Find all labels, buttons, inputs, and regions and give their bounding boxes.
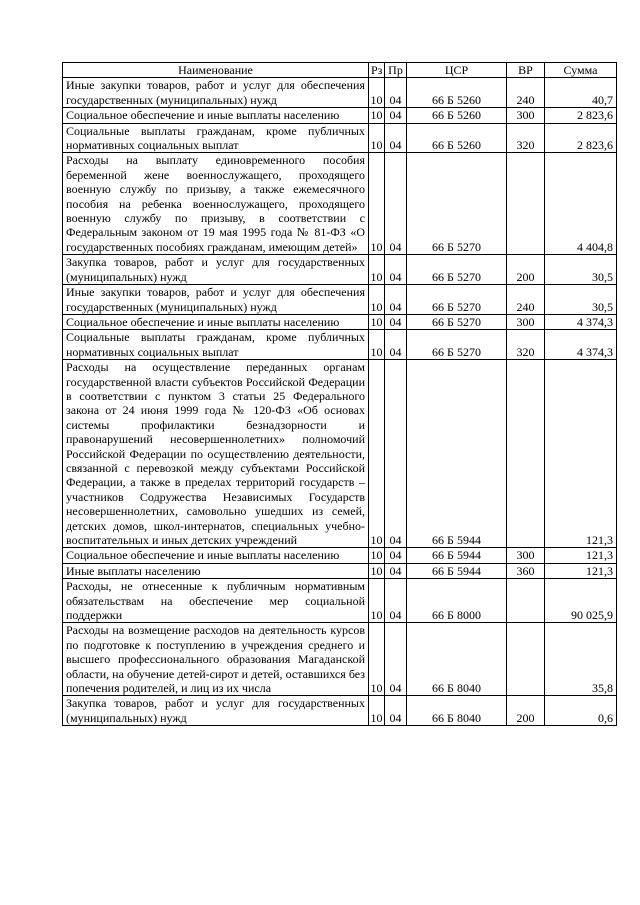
row-sum: 90 025,9 bbox=[545, 579, 617, 623]
row-sum: 35,8 bbox=[545, 623, 617, 696]
row-name: Расходы на осуществление переданных органам государственной власти субъектов Российской Федерации в соответствии с пунктом 3 статьи 25 Федерального закона от 24 июня 1999 года № 120-ФЗ «Об основах системы профилактики безнадзорности и правонарушений несовершеннолетних» полномочий Российской Федерации по осуществлению деятельности, связанной с перевозкой между субъектами Российской Федерации, а также в пределах территорий государств – участников Содружества Независимых Государств несовершеннолетних, самовольно ушедших из семей, детских домов, школ-интернатов, специальных учебно-воспитательных и иных детских учреждений bbox=[63, 360, 369, 548]
row-name: Социальное обеспечение и иные выплаты населению bbox=[63, 314, 369, 329]
row-pr: 04 bbox=[385, 548, 407, 563]
table-row bbox=[63, 78, 617, 108]
header-name: Наименование bbox=[63, 63, 369, 78]
row-csr: 66 Б 5944 bbox=[407, 563, 507, 578]
row-vr bbox=[507, 360, 545, 548]
row-pr: 04 bbox=[385, 696, 407, 726]
budget-document bbox=[62, 62, 616, 726]
row-sum: 4 404,8 bbox=[545, 153, 617, 255]
row-pr: 04 bbox=[385, 123, 407, 153]
row-csr: 66 Б 5270 bbox=[407, 285, 507, 315]
row-sum: 30,5 bbox=[545, 285, 617, 315]
row-vr: 240 bbox=[507, 285, 545, 315]
table-row bbox=[63, 360, 617, 548]
row-rz: 10 bbox=[370, 108, 383, 123]
row-vr: 320 bbox=[507, 330, 545, 360]
row-rz: 10 bbox=[369, 623, 385, 696]
row-csr: 66 Б 5270 bbox=[407, 314, 507, 329]
row-csr: 66 Б 5260 bbox=[407, 123, 507, 153]
row-csr: 66 Б 5260 bbox=[407, 108, 507, 123]
row-vr: 300 bbox=[507, 108, 545, 123]
row-name: Социальное обеспечение и иные выплаты населению bbox=[63, 548, 369, 563]
row-csr: 66 Б 8000 bbox=[407, 579, 507, 623]
table-row bbox=[63, 330, 617, 360]
row-pr: 04 bbox=[385, 623, 407, 696]
row-pr: 04 bbox=[385, 153, 407, 255]
row-vr: 200 bbox=[507, 255, 545, 285]
budget-table bbox=[62, 62, 617, 726]
row-name: Социальные выплаты гражданам, кроме публичных нормативных социальных выплат bbox=[63, 330, 369, 360]
row-csr: 66 Б 5944 bbox=[407, 360, 507, 548]
table-row bbox=[63, 108, 617, 123]
row-sum: 0,6 bbox=[545, 696, 617, 726]
row-pr: 04 bbox=[385, 78, 407, 108]
table-row bbox=[63, 153, 617, 255]
row-sum: 4 374,3 bbox=[545, 330, 617, 360]
row-rz: 10 bbox=[370, 314, 383, 329]
row-name: Расходы на возмещение расходов на деятельность курсов по подготовке к поступлению в учреждения среднего и высшего профессионального образования Магаданской области, на обучение детей-сирот и детей, оставшихся без попечения родителей, и лиц из их числа bbox=[63, 623, 369, 696]
row-sum: 121,3 bbox=[545, 360, 617, 548]
row-rz: 10 bbox=[369, 330, 385, 360]
row-pr: 04 bbox=[385, 108, 407, 123]
table-row bbox=[63, 579, 617, 623]
table-row bbox=[63, 563, 617, 578]
header-csr: ЦСР bbox=[407, 63, 507, 78]
row-pr: 04 bbox=[385, 563, 407, 578]
header-vr: ВР bbox=[507, 63, 545, 78]
row-rz: 10 bbox=[370, 563, 383, 578]
row-vr: 320 bbox=[507, 123, 545, 153]
row-vr: 300 bbox=[507, 314, 545, 329]
row-pr: 04 bbox=[385, 579, 407, 623]
row-pr: 04 bbox=[385, 330, 407, 360]
row-csr: 66 Б 5270 bbox=[407, 153, 507, 255]
row-vr bbox=[507, 153, 545, 255]
table-row bbox=[63, 123, 617, 153]
row-rz: 10 bbox=[370, 548, 383, 563]
row-name: Социальное обеспечение и иные выплаты населению bbox=[63, 108, 369, 123]
row-vr bbox=[507, 579, 545, 623]
row-vr: 300 bbox=[507, 548, 545, 563]
row-rz: 10 bbox=[369, 78, 385, 108]
header-row bbox=[63, 63, 617, 78]
header-rz: Рз bbox=[369, 63, 385, 78]
table-row bbox=[63, 255, 617, 285]
row-name: Расходы на выплату единовременного пособия беременной жене военнослужащего, проходящего военную службу по призыву, а также ежемесячного пособия на ребенка военнослужащего, проходящего военную службу по призыву, в соответствии с Федеральным законом от 19 мая 1995 года № 81-ФЗ «О государственных пособиях гражданам, имеющим детей» bbox=[63, 153, 369, 255]
row-csr: 66 Б 8040 bbox=[407, 696, 507, 726]
row-pr: 04 bbox=[385, 314, 407, 329]
row-name: Иные выплаты населению bbox=[63, 563, 369, 578]
row-rz: 10 bbox=[369, 285, 385, 315]
row-vr: 360 bbox=[507, 563, 545, 578]
row-pr: 04 bbox=[385, 255, 407, 285]
row-rz: 10 bbox=[369, 123, 385, 153]
row-sum: 2 823,6 bbox=[545, 123, 617, 153]
row-rz: 10 bbox=[369, 696, 385, 726]
row-name: Иные закупки товаров, работ и услуг для обеспечения государственных (муниципальных) нужд bbox=[63, 285, 369, 315]
row-csr: 66 Б 5270 bbox=[407, 330, 507, 360]
header-sum: Сумма bbox=[545, 63, 617, 78]
row-csr: 66 Б 5944 bbox=[407, 548, 507, 563]
row-sum: 30,5 bbox=[545, 255, 617, 285]
row-vr: 240 bbox=[507, 78, 545, 108]
table-row bbox=[63, 548, 617, 563]
row-csr: 66 Б 5270 bbox=[407, 255, 507, 285]
row-sum: 121,3 bbox=[545, 563, 617, 578]
row-pr: 04 bbox=[385, 360, 407, 548]
row-name: Закупка товаров, работ и услуг для государственных (муниципальных) нужд bbox=[63, 696, 369, 726]
header-pr: Пр bbox=[385, 63, 407, 78]
row-name: Социальные выплаты гражданам, кроме публичных нормативных социальных выплат bbox=[63, 123, 369, 153]
row-rz: 10 bbox=[369, 255, 385, 285]
row-rz: 10 bbox=[369, 153, 385, 255]
row-sum: 121,3 bbox=[545, 548, 617, 563]
row-csr: 66 Б 8040 bbox=[407, 623, 507, 696]
row-name: Иные закупки товаров, работ и услуг для обеспечения государственных (муниципальных) нужд bbox=[63, 78, 369, 108]
row-rz: 10 bbox=[369, 579, 385, 623]
row-vr bbox=[507, 623, 545, 696]
table-row bbox=[63, 314, 617, 329]
table-row bbox=[63, 696, 617, 726]
row-sum: 2 823,6 bbox=[545, 108, 617, 123]
table-row bbox=[63, 623, 617, 696]
row-rz: 10 bbox=[369, 360, 385, 548]
row-vr: 200 bbox=[507, 696, 545, 726]
row-sum: 4 374,3 bbox=[545, 314, 617, 329]
row-name: Расходы, не отнесенные к публичным нормативным обязательствам на обеспечение мер социальной поддержки bbox=[63, 579, 369, 623]
row-name: Закупка товаров, работ и услуг для государственных (муниципальных) нужд bbox=[63, 255, 369, 285]
row-csr: 66 Б 5260 bbox=[407, 78, 507, 108]
table-row bbox=[63, 285, 617, 315]
row-sum: 40,7 bbox=[545, 78, 617, 108]
row-pr: 04 bbox=[385, 285, 407, 315]
